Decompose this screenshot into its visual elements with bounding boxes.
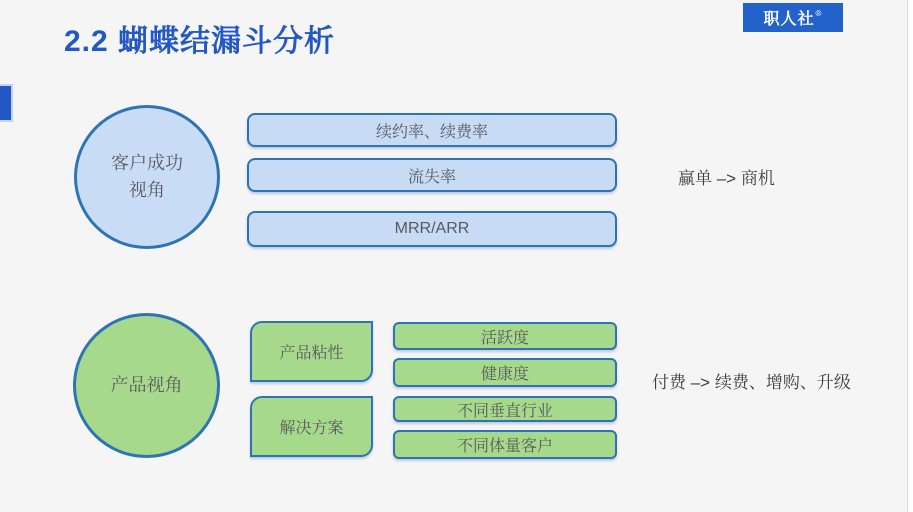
- metric-box-mrr-arr: MRR/ARR: [247, 211, 617, 247]
- metric-box-customer-size: 不同体量客户: [393, 430, 617, 459]
- brand-logo-text: 职人社: [763, 11, 815, 28]
- left-accent-bar: [0, 86, 11, 120]
- metric-box-churn-rate: 流失率: [247, 158, 617, 192]
- product-circle: [73, 313, 220, 458]
- metric-box-activity: 活跃度: [393, 322, 617, 350]
- metric-box-vertical-industries: 不同垂直行业: [393, 396, 617, 422]
- annotation-paid-to-renewal: 付费 –> 续费、增购、升级: [652, 373, 851, 392]
- annotation-win-to-opportunity: 赢单 –> 商机: [678, 169, 775, 188]
- slide-edge-gutter: [907, 0, 913, 512]
- metric-box-renewal-rate: 续约率、续费率: [247, 113, 617, 147]
- metric-box-health: 健康度: [393, 358, 617, 387]
- category-box-product-stickiness: 产品粘性: [250, 321, 373, 382]
- category-box-solution: 解决方案: [250, 396, 373, 457]
- brand-logo: 职人社 ®: [743, 3, 843, 32]
- customer-success-circle: [74, 105, 220, 249]
- customer-success-circle-label-line1: 客户成功: [111, 153, 183, 173]
- customer-success-circle-label-line2: 视角: [129, 180, 165, 200]
- product-circle-label: 产品视角: [110, 375, 183, 395]
- page-title: 2.2 蝴蝶结漏斗分析: [64, 25, 336, 58]
